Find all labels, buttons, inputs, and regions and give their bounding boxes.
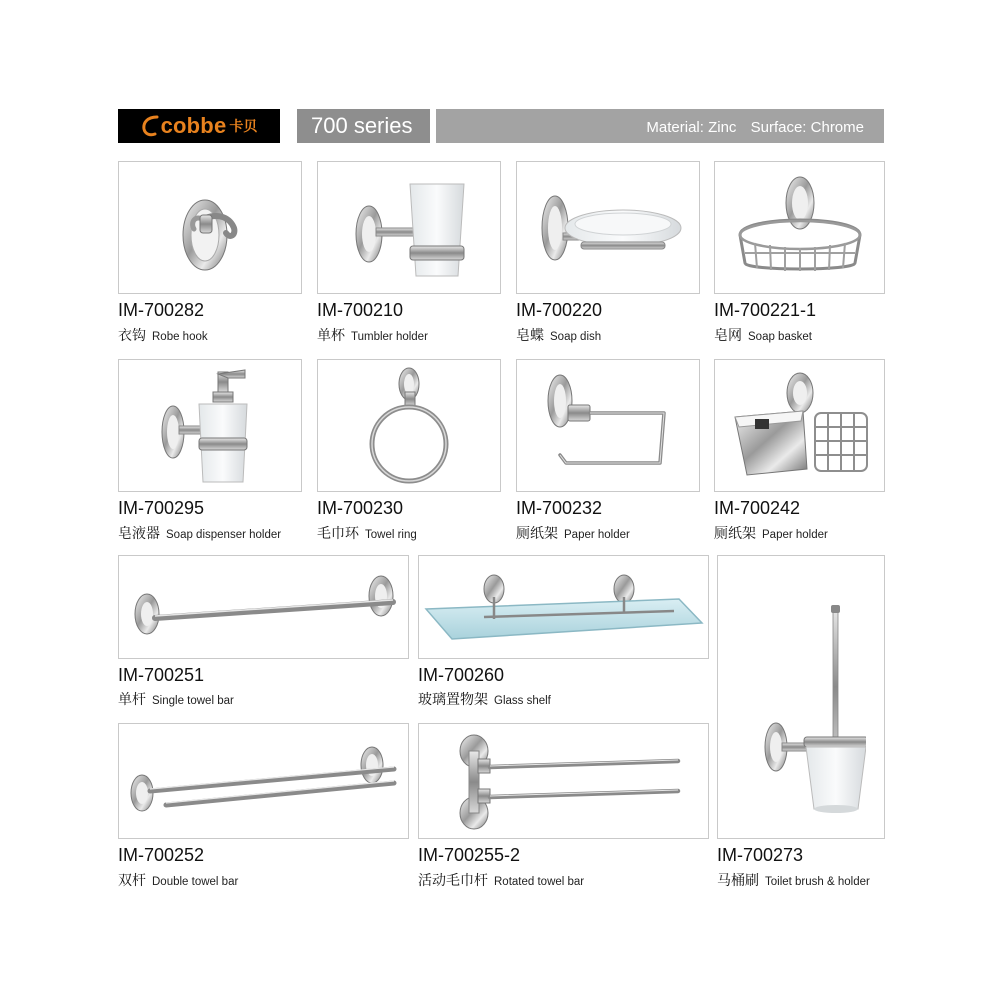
product-name bbox=[317, 325, 428, 345]
product-image-frame bbox=[317, 359, 501, 492]
product-name-cn: 单杆 bbox=[118, 691, 146, 707]
product-name-en: Paper holder bbox=[564, 529, 630, 541]
product-name-cn: 双杆 bbox=[118, 872, 146, 888]
product-code: IM-700230 bbox=[317, 498, 404, 518]
product-name-cn: 马桶刷 bbox=[717, 872, 759, 888]
product-name bbox=[516, 523, 630, 543]
product-image-frame bbox=[118, 359, 302, 492]
soap-dish-icon bbox=[533, 178, 683, 278]
product-name-en: Toilet brush & holder bbox=[765, 876, 870, 888]
double-towel-bar-icon bbox=[126, 741, 401, 821]
product-name-cn: 皂液器 bbox=[118, 525, 160, 541]
product-image-frame bbox=[118, 723, 409, 839]
product-code: IM-700232 bbox=[516, 498, 603, 518]
logo-swoosh-icon bbox=[141, 114, 159, 138]
product-code: IM-700255-2 bbox=[418, 845, 521, 865]
product-name-en: Robe hook bbox=[152, 331, 208, 343]
brand-logo bbox=[118, 109, 280, 143]
product-name-cn: 玻璃置物架 bbox=[418, 691, 488, 707]
product-name-cn: 厕纸架 bbox=[516, 525, 558, 541]
tumbler-holder-icon bbox=[344, 168, 474, 288]
product-name-cn: 活动毛巾杆 bbox=[418, 872, 488, 888]
product-image-frame bbox=[516, 359, 700, 492]
product-name-cn: 衣钩 bbox=[118, 327, 146, 343]
product-image-frame bbox=[317, 161, 501, 294]
product-name bbox=[118, 689, 234, 709]
product-name bbox=[714, 523, 828, 543]
product-image-frame bbox=[714, 359, 885, 492]
product-image-frame bbox=[418, 723, 709, 839]
product-name bbox=[118, 870, 238, 890]
product-name bbox=[118, 523, 281, 543]
towel-ring-icon bbox=[359, 364, 459, 488]
product-code: IM-700210 bbox=[317, 300, 404, 320]
product-name-en: Soap dispenser holder bbox=[166, 529, 282, 541]
product-image-frame bbox=[516, 161, 700, 294]
surface-label: Surface: Chrome bbox=[750, 119, 864, 136]
product-code: IM-700251 bbox=[118, 665, 205, 685]
product-name-en: Towel ring bbox=[365, 529, 417, 541]
robe-hook-icon bbox=[150, 173, 270, 283]
material-label: Material: Zinc bbox=[646, 119, 737, 136]
product-name-en: Paper holder bbox=[762, 529, 828, 541]
product-name-cn: 皂蝶 bbox=[516, 327, 544, 343]
product-image-frame bbox=[118, 161, 302, 294]
product-name-cn: 单杯 bbox=[317, 327, 345, 343]
toilet-brush-icon bbox=[736, 567, 866, 827]
product-name-cn: 毛巾环 bbox=[317, 525, 359, 541]
product-name bbox=[418, 689, 551, 709]
spec-bar bbox=[436, 109, 884, 143]
product-name-en: Soap basket bbox=[748, 331, 812, 343]
product-name-en: Glass shelf bbox=[494, 695, 551, 707]
product-name-en: Rotated towel bar bbox=[494, 876, 585, 888]
product-name-en: Single towel bar bbox=[152, 695, 234, 707]
product-name-en: Double towel bar bbox=[152, 876, 239, 888]
soap-dispenser-icon bbox=[155, 364, 265, 488]
product-name-cn: 皂网 bbox=[714, 327, 742, 343]
glass-shelf-icon bbox=[424, 567, 704, 647]
product-image-frame bbox=[418, 555, 709, 659]
product-code: IM-700295 bbox=[118, 498, 205, 518]
product-code: IM-700242 bbox=[714, 498, 801, 518]
product-name bbox=[118, 325, 208, 345]
paper-holder-basket-icon bbox=[725, 371, 875, 481]
product-code: IM-700252 bbox=[118, 845, 205, 865]
product-image-frame bbox=[717, 555, 885, 839]
product-name bbox=[317, 523, 417, 543]
product-code: IM-700220 bbox=[516, 300, 603, 320]
product-code: IM-700282 bbox=[118, 300, 205, 320]
product-name bbox=[516, 325, 601, 345]
brand-name-cn: 卡贝 bbox=[229, 118, 258, 134]
product-name bbox=[717, 870, 870, 890]
product-name-en: Tumbler holder bbox=[351, 331, 428, 343]
product-name bbox=[714, 325, 812, 345]
product-code: IM-700221-1 bbox=[714, 300, 817, 320]
product-name-en: Soap dish bbox=[550, 331, 602, 343]
single-towel-bar-icon bbox=[129, 572, 399, 642]
product-image-frame bbox=[118, 555, 409, 659]
product-name bbox=[418, 870, 584, 890]
series-title: 700 series bbox=[297, 109, 430, 143]
brand-name: cobbe bbox=[160, 113, 227, 138]
product-name-cn: 厕纸架 bbox=[714, 525, 756, 541]
rotated-towel-bar-icon bbox=[434, 731, 694, 831]
product-code: IM-700273 bbox=[717, 845, 804, 865]
product-code: IM-700260 bbox=[418, 665, 505, 685]
paper-holder-icon bbox=[538, 371, 678, 481]
product-image-frame bbox=[714, 161, 885, 294]
soap-basket-icon bbox=[725, 173, 875, 283]
